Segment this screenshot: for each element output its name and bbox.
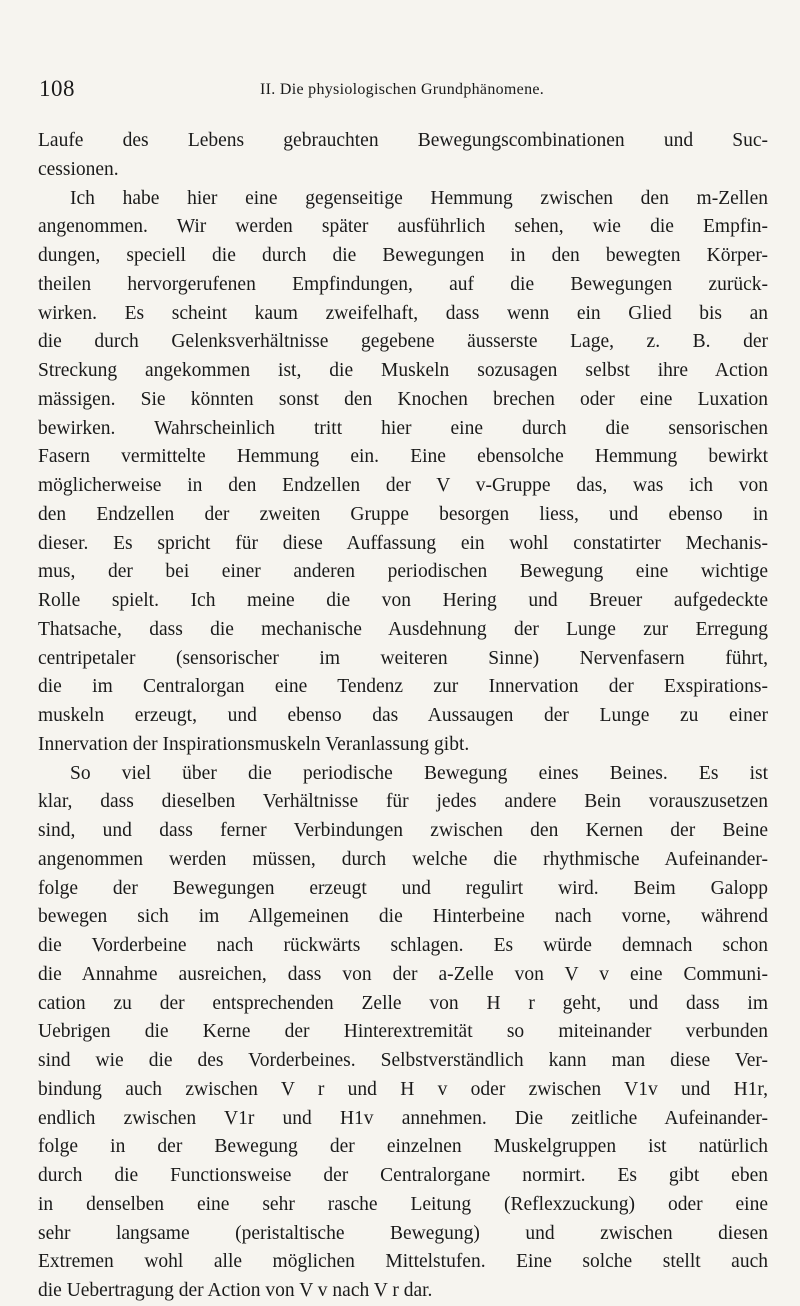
text-line: dungen, speciell die durch die Bewegungen in den bewegten Körper- [38, 245, 768, 266]
text-line: mässigen. Sie könnten sonst den Knochen brechen oder eine Luxation [38, 388, 768, 410]
text-line: die Vorderbeine nach rückwärts schlagen. Es würde demnach schon [38, 935, 768, 956]
text-line: in denselben eine sehr rasche Leitung (Reflexzuckung) oder eine [38, 1193, 768, 1215]
text-line: folge in der Bewegung der einzelnen Muskelgruppen ist natürlich [38, 1136, 768, 1158]
text-line: Ich habe hier eine gegenseitige Hemmung zwischen den m-Zellen [70, 187, 768, 209]
text-line: angenommen werden müssen, durch welche die rhythmische Aufeinander- [38, 848, 768, 870]
text-line: sehr langsame (peristaltische Bewegung) und zwischen diesen [38, 1222, 768, 1244]
text-line: die durch Gelenksverhältnisse gegebene äusserste Lage, z. B. der [38, 331, 768, 353]
text-line: bindung auch zwischen V r und H v oder zwischen V1v und H1r, [38, 1078, 768, 1100]
page-number: 108 [39, 76, 75, 101]
text-line: mus, der bei einer anderen periodischen Bewegung eine wichtige [38, 561, 768, 583]
text-line: Uebrigen die Kerne der Hinterextremität so miteinander verbunden [38, 1021, 768, 1043]
text-line: So viel über die periodische Bewegung eines Beines. Es ist [70, 762, 768, 784]
text-line: möglicherweise in den Endzellen der V v-Gruppe das, was ich von [38, 475, 768, 496]
text-line: klar, dass dieselben Verhältnisse für jedes andere Bein vorauszusetzen [38, 791, 768, 813]
text-line: muskeln erzeugt, und ebenso das Aussaugen der Lunge zu einer [38, 705, 768, 726]
text-line: Extremen wohl alle möglichen Mittelstufen. Eine solche stellt auch [38, 1251, 768, 1273]
text-line: Thatsache, dass die mechanische Ausdehnung der Lunge zur Erregung [38, 618, 768, 640]
page-header [0, 76, 800, 108]
text-line: dieser. Es spricht für diese Auffassung ein wohl constatirter Mechanis- [38, 532, 768, 554]
text-line: Laufe des Lebens gebrauchten Bewegungscombinationen und Suc- [38, 130, 768, 151]
running-head: II. Die physiologischen Grundphänomene. [260, 81, 545, 98]
body-text [38, 127, 768, 1306]
text-line: sind, und dass ferner Verbindungen zwischen den Kernen der Beine [38, 820, 768, 841]
text-line: die Uebertragung der Action von V v nach V r dar. [38, 1280, 433, 1301]
text-line: angenommen. Wir werden später ausführlich sehen, wie die Empfin- [38, 216, 768, 238]
text-line: wirken. Es scheint kaum zweifelhaft, dass wenn ein Glied bis an [38, 302, 768, 324]
text-line: sind wie die des Vorderbeines. Selbstverständlich kann man diese Ver- [38, 1050, 768, 1071]
text-line: cation zu der entsprechenden Zelle von H r geht, und dass im [38, 992, 768, 1014]
text-line: Rolle spielt. Ich meine die von Hering und Breuer aufgedeckte [38, 590, 768, 611]
text-line: Fasern vermittelte Hemmung ein. Eine ebensolche Hemmung bewirkt [38, 446, 768, 468]
text-line: den Endzellen der zweiten Gruppe besorgen liess, und ebenso in [38, 503, 768, 525]
text-line: folge der Bewegungen erzeugt und regulirt wird. Beim Galopp [38, 877, 768, 899]
text-line: die Annahme ausreichen, dass von der a-Zelle von V v eine Communi- [38, 963, 768, 985]
text-line: bewegen sich im Allgemeinen die Hinterbeine nach vorne, während [38, 906, 768, 928]
text-line: bewirken. Wahrscheinlich tritt hier eine durch die sensorischen [38, 417, 768, 439]
text-line: Streckung angekommen ist, die Muskeln sozusagen selbst ihre Action [38, 360, 768, 381]
text-line: theilen hervorgerufenen Empfindungen, auf die Bewegungen zurück- [38, 273, 768, 295]
text-line: centripetaler (sensorischer im weiteren Sinne) Nervenfasern führt, [38, 647, 768, 669]
text-line: Innervation der Inspirationsmuskeln Veranlassung gibt. [38, 733, 470, 755]
text-line: cessionen. [38, 158, 119, 180]
text-line: die im Centralorgan eine Tendenz zur Innervation der Exspirations- [38, 676, 768, 698]
text-line: durch die Functionsweise der Centralorgane normirt. Es gibt eben [38, 1165, 768, 1186]
text-line: endlich zwischen V1r und H1v annehmen. Die zeitliche Aufeinander- [38, 1107, 768, 1129]
